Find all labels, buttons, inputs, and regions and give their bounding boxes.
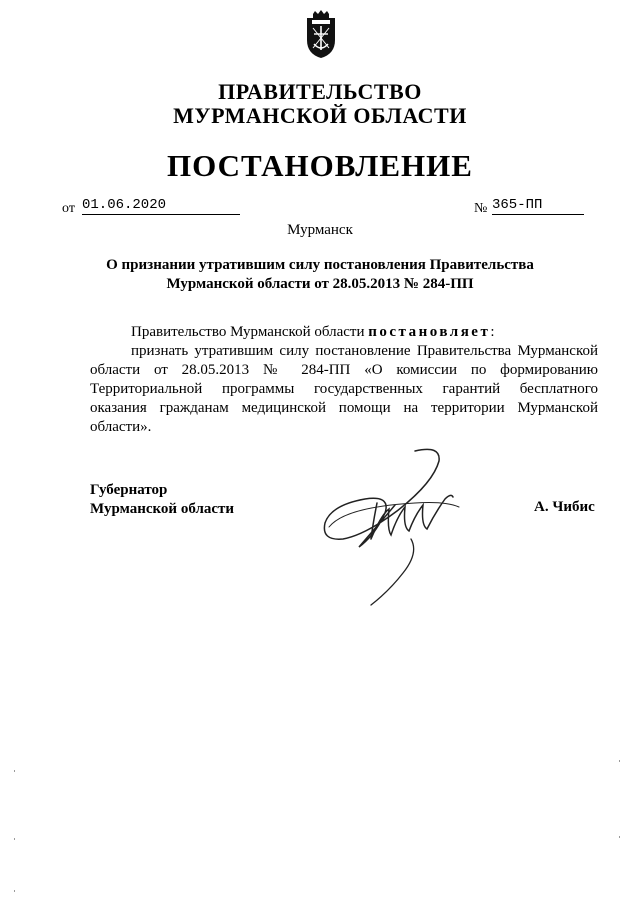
coat-of-arms-icon (301, 10, 341, 60)
document-heading-line1: О признании утратившим силу постановления Правительства (106, 257, 534, 273)
decree-word: постановляет (368, 324, 491, 340)
body-line-2: области от 28.05.2013 № 284-ПП «О комиссии по формированию (90, 362, 598, 378)
decree-colon: : (490, 324, 495, 340)
body-line-1: признать утратившим силу постановление Правительства Мурманской (131, 343, 598, 359)
document-city: Мурманск (287, 222, 353, 238)
scan-speck (14, 838, 15, 840)
signatory-position-line2: Мурманской области (90, 501, 235, 517)
organization-name-line2: МУРМАНСКОЙ ОБЛАСТИ (173, 103, 467, 128)
decree-intro-text: Правительство Мурманской области (131, 324, 365, 340)
document-heading-line2: Мурманской области от 28.05.2013 № 284-ПП (166, 276, 474, 292)
scan-speck (14, 890, 15, 892)
date-prefix: от (62, 201, 75, 216)
body-line-5: области». (90, 419, 152, 435)
scan-speck (619, 760, 620, 762)
scan-speck (619, 836, 620, 838)
document-date: 01.06.2020 (82, 196, 240, 215)
organization-name-line1: ПРАВИТЕЛЬСТВО (218, 79, 422, 104)
body-line-4: оказания гражданам медицинской помощи на территории Мурманской (90, 400, 598, 416)
decree-intro (131, 323, 591, 342)
number-prefix: № (474, 201, 488, 216)
body-line-3: Территориальной программы государственных гарантий бесплатного (90, 381, 598, 397)
signatory-position-line1: Губернатор (90, 482, 168, 498)
signatory-name: А. Чибис (534, 499, 595, 515)
document-number: 365-ПП (492, 196, 584, 215)
document-type-title: ПОСТАНОВЛЕНИЕ (167, 148, 473, 183)
scan-speck (14, 770, 15, 772)
handwritten-signature-icon (315, 443, 475, 608)
